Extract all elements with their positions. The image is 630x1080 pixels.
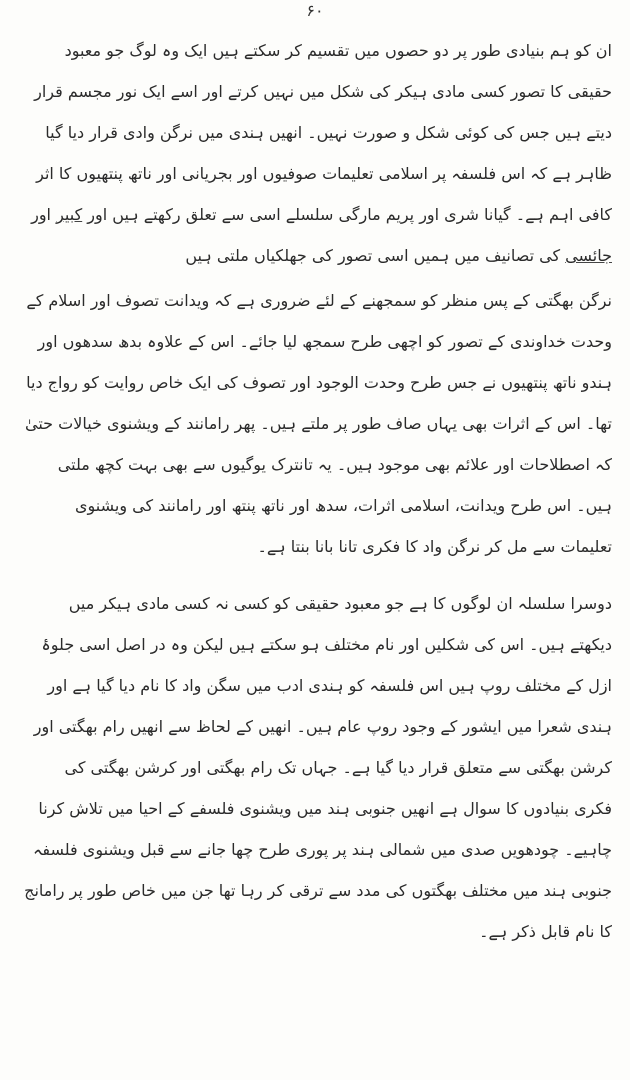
paragraph-1-conjunction: اور	[31, 205, 57, 224]
page-number: ۶۰	[306, 1, 324, 20]
paragraph-1-text: ان کو ہم بنیادی طور پر دو حصوں میں تقسیم کر سکتے ہیں ایک وہ لوگ جو معبود حقیقی کا تصور کسی مادی ہیکر کی شکل میں نہیں کرتے اور اسے ایک نور مجسم قرار دیتے ہیں جس کی کوئی شکل و صورت نہیں۔ انھیں ہندی میں نرگن وادی قرار دیا گیا ظاہر ہے کہ اس فلسفہ پر اسلامی تعلیمات صوفیوں اور بجریانی اور ناتھ پنتھیوں کا اثر کافی اہم ہے۔ گیانا شری اور پریم مارگی سلسلے اسی سے تعلق رکھتے ہیں اور	[34, 41, 612, 224]
page-body	[22, 30, 612, 952]
paragraph-2-text: نرگن بھگتی کے پس منظر کو سمجھنے کے لئے ضروری ہے کہ ویدانت تصوف اور اسلام کے وحدت خداوندی کے تصور کو اچھی طرح سمجھ لیا جائے۔ اس کے علاوہ بدھ سدھوں اور ہندو ناتھ پنتھیوں نے جس طرح وحدت الوجود اور تصوف کی ایک خاص روایت کو رواج دیا تھا۔ اس کے اثرات بھی یہاں صاف طور پر ملتے ہیں۔ پھر رامانند کے ویشنوی خیالات حتیٰ کہ اصطلاحات اور علائم بھی موجود ہیں۔ یہ تانترک یوگیوں سے بھی بہت کچھ ملتی ہیں۔ اس طرح ویدانت، اسلامی اثرات، سدھ اور ناتھ پنتھ اور رامانند کی ویشنوی تعلیمات سے مل کر نرگن واد کا فکری تانا بانا بنتا ہے۔	[24, 291, 612, 556]
underlined-name-jaisi: جائسی	[565, 246, 612, 265]
paragraph-3	[22, 583, 612, 952]
underlined-name-kabir: کبیر	[56, 205, 83, 224]
paragraph-1-ending: کی تصانیف میں ہمیں اسی تصور کی جھلکیاں ملتی ہیں	[185, 246, 566, 265]
paragraph-2	[22, 280, 612, 567]
paragraph-3-text: دوسرا سلسلہ ان لوگوں کا ہے جو معبود حقیقی کو کسی نہ کسی مادی ہیکر میں دیکھتے ہیں۔ اس کی شکلیں اور نام مختلف ہو سکتے ہیں لیکن وہ در اصل اسی جلوۂ ازل کے مختلف روپ ہیں اس فلسفہ کو ہندی ادب میں سگن واد کا نام دیا گیا ہے اور ہندی شعرا میں ایشور کے وجود روپ عام ہیں۔ انھیں کے لحاظ سے انھیں رام بھگتی اور کرشن بھگتی سے متعلق قرار دیا گیا ہے۔ جہاں تک رام بھگتی اور کرشن بھگتی کی فکری بنیادوں کا سوال ہے انھیں جنوبی ہند میں ویشنوی فلسفے کے احیا میں تلاش کرنا چاہیے۔ چودھویں صدی میں شمالی ہند پر پوری طرح چھا جانے سے قبل ویشنوی فلسفہ جنوبی ہند میں مختلف بھگتوں کی مدد سے ترقی کر رہا تھا جن میں خاص طور پر رامانج کا نام قابل ذکر ہے۔	[24, 594, 612, 941]
paragraph-1	[22, 30, 612, 276]
